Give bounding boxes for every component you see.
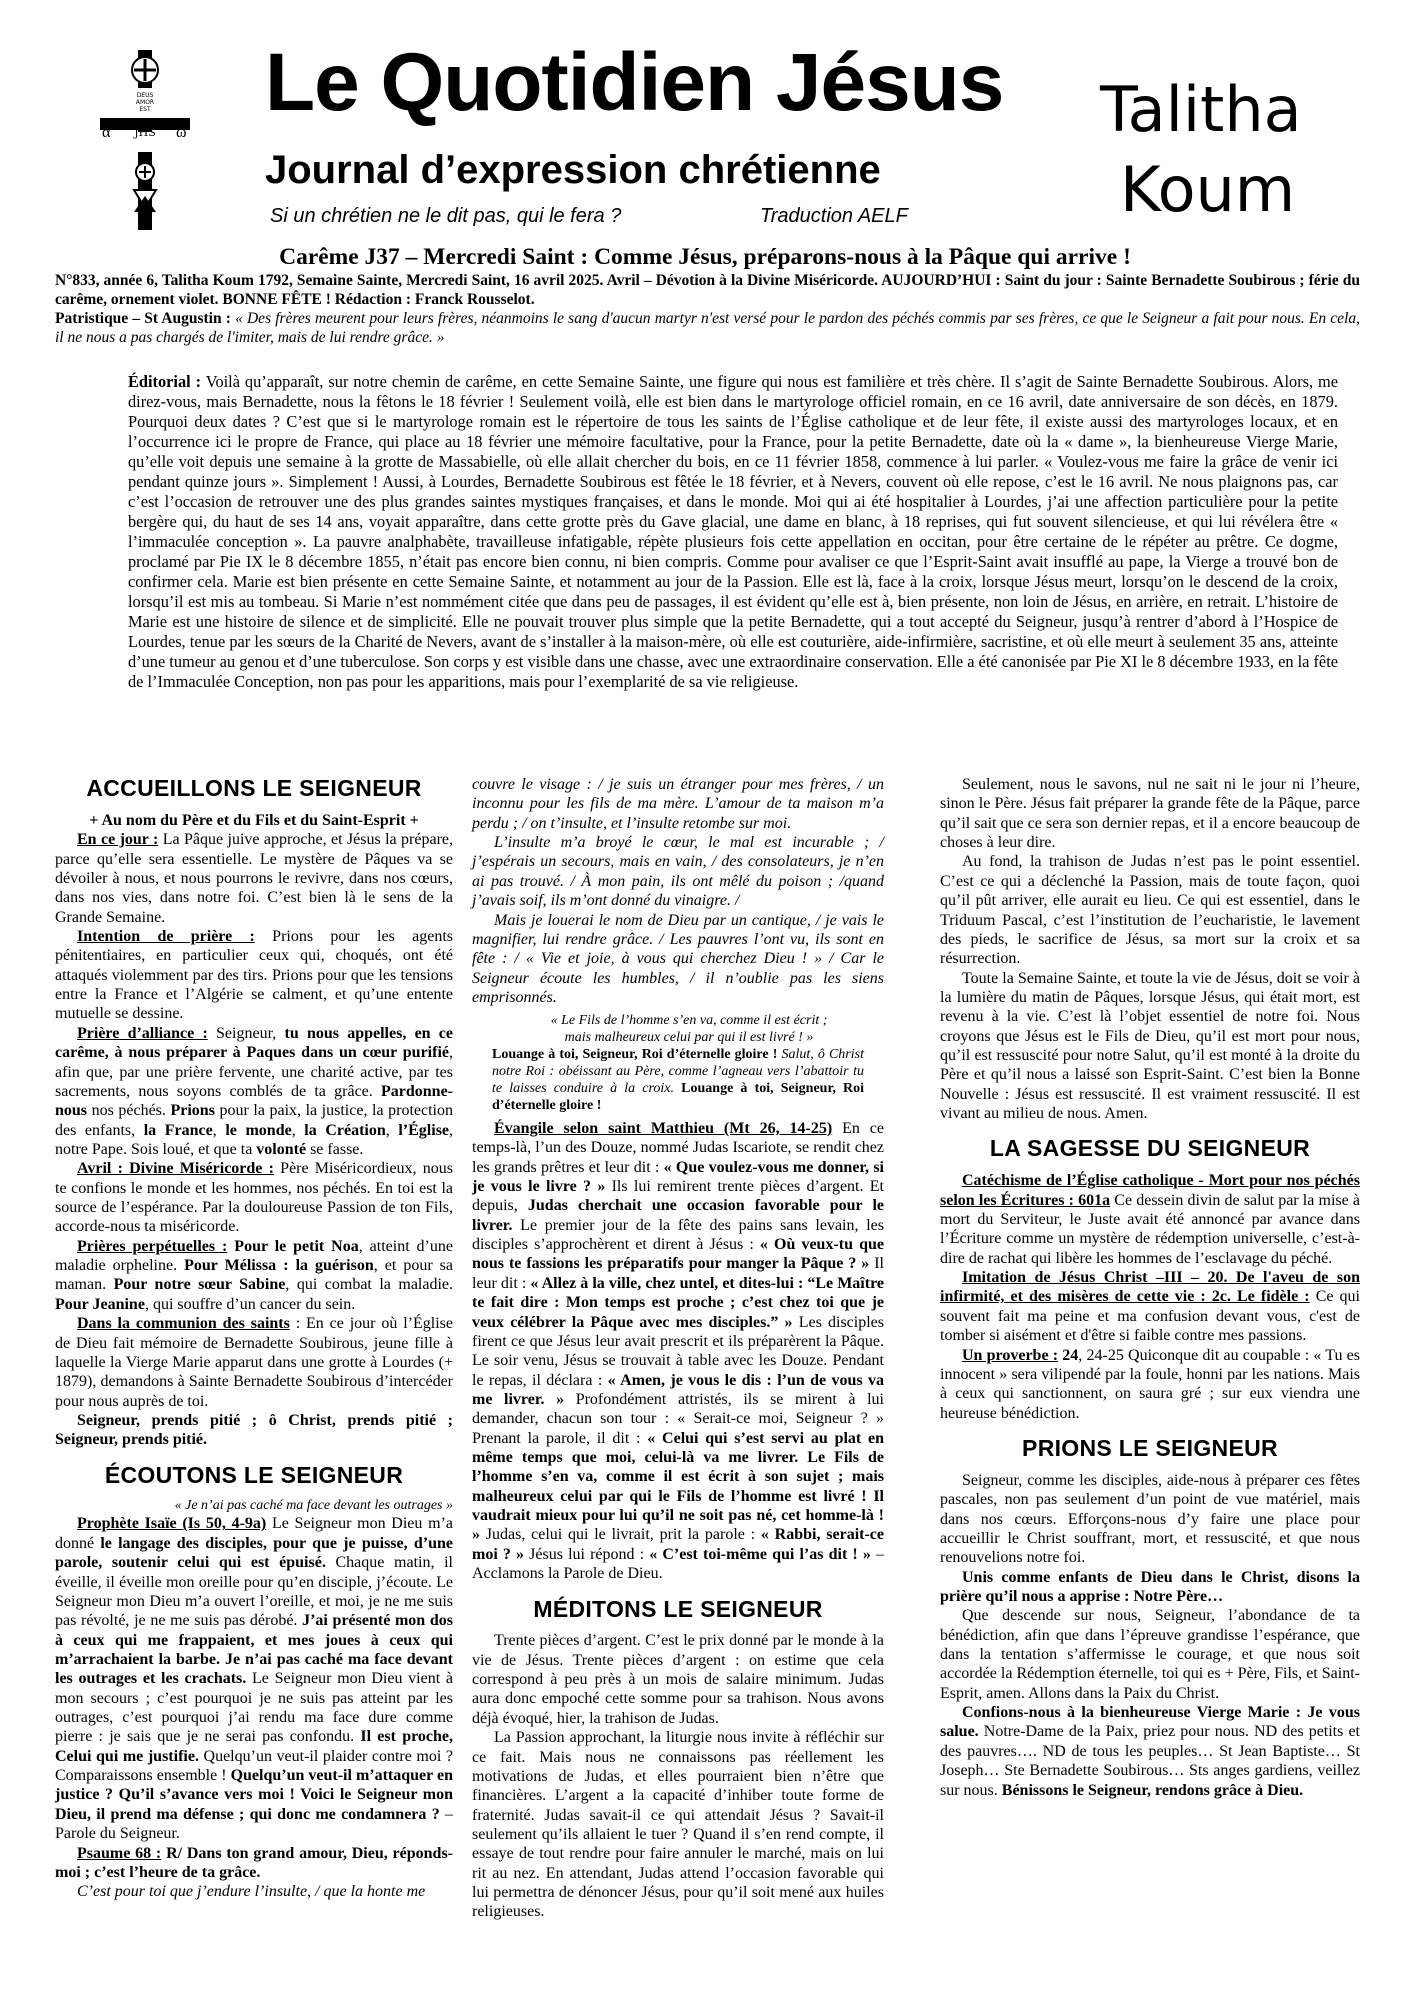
meditation-p3: Seulement, nous le savons, nul ne sait ni le jour ni l’heure, sinon le Père. Jésus fait préparer la grande fête de la Pâque, parce qu’il sait que ce sera son dernier repas, et il a encore beaucoup de choses à leur dire. (940, 776, 1360, 852)
louange: Louange à toi, Seigneur, Roi d’éternelle gloire ! Salut, ô Christ notre Roi : obéissant au Père, comme l’agneau vers l’abattoir tu te laisses conduire à la croix. Louange à toi, Seigneur, Roi d’éternelle gloire ! (492, 1047, 865, 1113)
psalm-p3: Mais je louerai le nom de Dieu par un cantique, / je vais le magnifier, lui rendre grâce. / Les pauvres l’ont vu, ils sont en fête : / « Vie et joie, à vous qui cherchez Dieu ! » / Car le Seigneur écoute les humbles, / il n’oublie pas les siens emprisonnés. (472, 911, 884, 1006)
masthead (100, 37, 1400, 245)
cross-alpha: α (102, 124, 111, 141)
priere-p2: Unis comme enfants de Dieu dans le Christ, disons la prière qu’il nous a apprise : Notre Père… (940, 1568, 1360, 1605)
avril-misericorde: Avril : Divine Miséricorde : Père Miséricordieux, nous te confions le monde et les hommes, nos péchés. En toi est la source de l’espérance. Par la douloureuse Passion de ton Fils, accorde-nous ta miséricorde. (55, 1160, 454, 1236)
column-1 (55, 775, 453, 1902)
isaie-reading: Prophète Isaïe (Is 50, 4-9a) Le Seigneur mon Dieu m’a donné le langage des disciples, pour que je puisse, d’une parole, soutenir celui qui est épuisé. Chaque matin, il éveille, il éveille mon oreille pour qu’en disciple, j’écoute. Le Seigneur mon Dieu m’a ouvert l’oreille, et moi, je ne me suis pas révolté, je ne me suis pas dérobé. J’ai présenté mon dos à ceux qui me frappaient, et mes joues à ceux qui m’arrachaient la barbe. Je n’ai pas caché ma face devant les outrages et les crachats. Le Seigneur mon Dieu vient à mon secours ; c’est pourquoi je ne suis pas atteint par les outrages, c’est pourquoi j’ai rendu ma face dure comme pierre : je sais que je ne serai pas confondu. Il est proche, Celui qui me justifie. Quelqu’un veut-il plaider contre moi ? Comparaissons ensemble ! Quelqu’un veut-il m’attaquer en justice ? Qu’il s’avance vers moi ! Voici le Seigneur mon Dieu, il prend ma défense ; qui donc me condamnera ? – Parole du Seigneur. (55, 1515, 454, 1843)
section-heading-prions: PRIONS LE SEIGNEUR (1022, 1434, 1278, 1461)
en-ce-jour: En ce jour : La Pâque juive approche, et Jésus la prépare, parce qu’elle sera essentielle. Le mystère de Pâques va se dévoiler à nous, et nous pourrons le revivre, dans nos cœurs, dans nos vies, dans notre foi. C’est bien là le sens de la Grande Semaine. (55, 831, 454, 926)
patristic (55, 310, 1360, 348)
editorial-text: Voilà qu’apparaît, sur notre chemin de carême, en cette Semaine Sainte, une figure qui nous est familière et très chère. Il s’agit de Sainte Bernadette Soubirous. Alors, me direz-vous, mais Bernadette, nous la fêtons le 18 février ! Seulement voilà, elle est bien dans le martyrologe officiel romain, en ce 16 avril, date anniversaire de son décès, en 1879. Pourquoi deux dates ? C’est que si le martyrologe romain est le répertoire de tous les saints de l’Église catholique et de leur fête, il existe aussi des martyrologes locaux, et en l’occurrence ici le propre de France, qui place au 18 février une mémoire facultative, pour la France, pour la petite Bernadette, date où la « dame », la bienheureuse Vierge Marie, qu’elle voit depuis une semaine à la grotte de Massabielle, où elle allait chercher du bois, en ce 11 février 1858, commence à lui parler. « Voulez-vous me faire la grâce de venir ici pendant quinze jours ». Simplement ! Aussi, à Lourdes, Bernadette Soubirous est fêtée le 18 février, et à Nevers, couvent où elle repose, c’est le 16 avril. Ne nous plaignons pas, car c’est l’occasion de retrouver une des plus grandes saintes mystiques françaises, et dans le monde. Moi qui ai été hospitalier à Lourdes, j’ai une affection particulière pour la petite bergère qui, du haut de ses 14 ans, voyait apparaître, dans cette grotte près du Gave glacial, une dame en blanc, à 18 reprises, qui fut souvent silencieuse, et qui lui révélera être « l’immaculée conception ». La pauvre analphabète, travailleuse infatigable, répète plusieurs fois cette appellation en occitan, pour être certaine de le répéter au prêtre. Ce dogme, proclamé par Pie IX le 8 décembre 1855, n’était pas encore bien connu, ni bien compris. Comme pour avaliser ce que l’Esprit-Saint avait insufflé au pape, la Vierge a trouvé bon de confirmer cela. Marie est bien présente en cette Semaine Sainte, et notamment au jour de la Passion. Elle est là, face à la croix, lorsque Jésus meurt, lorsqu’on le descend de la croix, lorsqu’il est mis au tombeau. Si Marie n’est nommément citée que dans peu de passages, il est évident qu’elle est à, bien présente, non loin de Jésus, en arrière, en retrait. L’histoire de Marie est une histoire de silence et de simplicité. Elle ne pouvait trouver plus simple que la petite Bernadette, qui a tout accepté du Seigneur, jusqu’à rentrer d’abord à l’Hospice de Lourdes, tenue par les sœurs de la Charité de Nevers, avant de s’installer à la maison-mère, où elle est couturière, aide-infirmière, sacristine, et où elle meurt à seulement 35 ans, atteinte d’une tumeur au genou et d’une tuberculose. Son corps y est visible dans une chasse, avec une extraordinaire conservation. Elle a été canonisée par Pie XI le 8 décembre 1933, en la fête de l’Immaculée Conception, non pas pour les apparitions, mais pour l’exemplarité de sa vie religieuse. (128, 372, 1339, 692)
issue-line: N°833, année 6, Talitha Koum 1792, Semaine Sainte, Mercredi Saint, 16 avril 2025. Avril – Dévotion à la Divine Miséricorde. AUJOURD’HUI : Saint du jour : Sainte Bernadette Soubirous ; férie du carême, ornement violet. BONNE FÊTE ! Rédaction : Franck Rousselot. (55, 272, 1360, 308)
section-heading-sagesse: LA SAGESSE DU SEIGNEUR (989, 1135, 1311, 1162)
verse-quote-2: mais malheureux celui par qui il est livré ! » (564, 1030, 814, 1046)
meditation-p4: Au fond, la trahison de Judas n’est pas le point essentiel. C’est ce qui a déclenché la Passion, mais de toute façon, quoi qu’il pût arriver, elle aurait eu lieu. Ce qui est essentiel, dans le Triduum Pascal, c’est l’institution de l’eucharistie, le lavement des pieds, le sacrifice de Jésus, sa mort sur la croix et sa résurrection. (940, 853, 1360, 968)
talitha-koum-logo (1100, 70, 1400, 250)
meditation-p2: La Passion approchant, la liturgie nous invite à réfléchir sur ce fait. Mais nous ne connaissons pas réellement les motivations de Judas, et elles pourraient bien n’être que financières. L’argent a la capacité d’inhiber toute forme de fraternité. Judas savait-il ce qui attendait Jésus ? Savait-il seulement qu’ils allaient le tuer ? Quand il s’en rend compte, il essaye de tout rendre pour faire annuler le marché, mais on lui rit au nez. En attendant, Judas attend l’occasion favorable qui lui permettra de dénoncer Jésus, pour qu’il soit mené aux huiles religieuses. (472, 1729, 884, 1921)
psalm-p1: couvre le visage : / je suis un étranger pour mes frères, / un inconnu pour les fils de ma mère. L’amour de ta maison m’a perdu ; / on t’insulte, et l’insulte retombe sur moi. (472, 776, 884, 832)
catechisme: Catéchisme de l’Église catholique - Mort pour nos péchés selon les Écritures : 601a Ce dessein divin de salut par la mise à mort du Serviteur, le Juste avait été annoncé par avance dans l’Écriture comme un mystère de rédemption universelle, c’est-à-dire de rachat qui libère les hommes de l’esclavage du péché. (940, 1172, 1360, 1267)
section-heading-meditons: MÉDITONS LE SEIGNEUR (533, 1595, 823, 1622)
editorial (128, 372, 1338, 692)
cross-omega: ω (176, 124, 187, 141)
imitation: Imitation de Jésus Christ –III – 20. De l'aveu de son infirmité, et des misères de cette vie : 2c. Le fidèle : Ce qui souvent fait ma peine et ma confusion devant vous, c'est de tomber si aisément et d'être si faible contre mes passions. (940, 1269, 1360, 1345)
ecoute-quote: « Je n’ai pas caché ma face devant les outrages » (174, 1497, 453, 1513)
communion-saints: Dans la communion des saints : En ce jour où l’Église de Dieu fait mémoire de Bernadette Soubirous, jeune fille à laquelle la Vierge Marie apparut dans une grotte à Lourdes (+ 1879), demandons à Sainte Bernadette Soubirous d’intercéder pour nous auprès de toi. (55, 1315, 453, 1410)
patristic-label: Patristique – St Augustin : (55, 309, 231, 327)
section-heading-ecoutons: ÉCOUTONS LE SEIGNEUR (104, 1461, 404, 1488)
priere-p1: Seigneur, comme les disciples, aide-nous à préparer ces fêtes pascales, non pas seulement d’un point de vue matériel, mais dans nos cœurs. Efforçons-nous d’y faire une place pour accueillir le Christ souffrant, mort, et ressuscité, et que nous renouvelions notre foi. (940, 1471, 1360, 1567)
editorial-label: Éditorial : (128, 372, 202, 391)
priere-p3: Que descende sur nous, Seigneur, l’abondance de ta bénédiction, afin que dans l’épreuve grandisse l’espérance, que dans la tentation s’affermisse le courage, et que nous soit accordée la Rédemption éternelle, toi qui es + Père, Fils, et Saint-Esprit, amen. Allons dans la Paix du Christ. (940, 1607, 1360, 1702)
prieres-perpetuelles: Prières perpétuelles : Pour le petit Noa, atteint d’une maladie orpheline. Pour Mélissa : la guérison, et pour sa maman. Pour notre sœur Sabine, qui combat la maladie. Pour Jeanine, qui souffre d’un cancer du sein. (55, 1237, 454, 1313)
column-3 (940, 775, 1360, 1800)
priere-alliance: Prière d’alliance : Seigneur, tu nous appelles, en ce carême, à nous préparer à Paques dans un cœur purifié, afin que, par une prière fervente, une charité active, par tes sacrements, nous soyons comblés de ta grâce. Pardonne-nous nos péchés. Prions pour la paix, la justice, la protection des enfants, la France, le monde, la Création, l’Église, notre Pape. Sois loué, et que ta volonté se fasse. (55, 1024, 454, 1158)
newspaper-motto: Si un chrétien ne le dit pas, qui le fera ? (270, 205, 622, 227)
newspaper-title: Le Quotidien Jésus (265, 37, 1004, 128)
translation-credit: Traduction AELF (760, 205, 908, 227)
evangile: Évangile selon saint Matthieu (Mt 26, 14-25) En ce temps-là, l’un des Douze, nommé Judas Iscariote, se rendit chez les grands prêtres et leur dit : « Que voulez-vous me donner, si je vous le livre ? » Ils lui remirent trente pièces d’argent. Et depuis, Judas cherchait une occasion favorable pour le livrer. Le premier jour de la fête des pains sans levain, les disciples s’approchèrent et dirent à Jésus : « Où veux-tu que nous te fassions les préparatifs pour manger la Pâque ? » Il leur dit : « Allez à la ville, chez untel, et dites-lui : “Le Maître te fait dire : Mon temps est proche ; c’est chez toi que je veux célébrer la Pâque avec mes disciples.” » Les disciples firent ce que Jésus leur avait prescrit et ils préparèrent la Pâque. Le soir venu, Jésus se trouvait à table avec les Douze. Pendant le repas, il déclara : « Amen, je vous le dis : l’un de vous va me livrer. » Profondément attristés, ils se mirent à lui demander, chacun son tour : « Serait-ce moi, Seigneur ? » Prenant la parole, il dit : « Celui qui s’est servi au plat en même temps que moi, celui-là va me livrer. Le Fils de l’homme s’en va, comme il est écrit à son sujet ; mais malheureux celui par qui le Fils de l’homme est livré ! Il vaudrait mieux pour lui qu’il ne soit pas né, cet homme-là ! » Judas, celui qui le livrait, prit la parole : « Rabbi, serait-ce moi ? » Jésus lui répond : « C’est toi-même qui l’as dit ! » – Acclamons la Parole de Dieu. (472, 1119, 885, 1583)
column-2 (472, 775, 884, 1922)
vierge-marie: Confions-nous à la bienheureuse Vierge Marie : Je vous salue. Notre-Dame de la Paix, priez pour nous. ND des petits et des pauvres…. ND de tous les peuples… St Jean Baptiste… St Joseph… Ste Bernadette Soubirous… Sts anges gardiens, veillez sur nous. Bénissons le Seigneur, rendons grâce à Dieu. (940, 1704, 1360, 1799)
headline: Carême J37 – Mercredi Saint : Comme Jésus, préparons-nous à la Pâque qui arrive ! (279, 244, 1131, 270)
newspaper-subtitle: Journal d’expression chrétienne (265, 148, 881, 192)
intention: Intention de prière : Prions pour les agents pénitentiaires, en particulier ceux qui, choqués, ont été attaqués violemment par des tirs. Prions pour que les tensions entre la France et l’Algérie se calment, et qu’une entente mutuelle se dessine. (55, 927, 453, 1023)
invocation: + Au nom du Père et du Fils et du Saint-Esprit + (89, 811, 419, 829)
meditation-p1: Trente pièces d’argent. C’est le prix donné par le monde à la vie de Jésus. Trente pièces d’argent : on estime que cela correspond à peu près à un mois de salaire minimum. Judas aura donc empoché cette somme pour sa trahison. Nous avons déjà évoqué, hier, la trahison de Judas. (472, 1632, 884, 1727)
cross-small-text: DEUS AMOR EST (135, 92, 155, 113)
talitha-line1: Talitha (1100, 73, 1302, 146)
section-heading-accueillons: ACCUEILLONS LE SEIGNEUR (86, 775, 422, 801)
cross-ihs: JHS (134, 126, 156, 139)
psaume: Psaume 68 : R/ Dans ton grand amour, Dieu, réponds-moi ; c’est l’heure de ta grâce. (55, 1844, 453, 1881)
psaume-verse-start: C’est pour toi que j’endure l’insulte, / que la honte me (77, 1883, 426, 1901)
patristic-text: « Des frères meurent pour leurs frères, néanmoins le sang d'aucun martyr n'est versé pour le pardon des péchés commis par ses frères, ce que le Seigneur a fait pour nous. En cela, il ne nous a pas chargés de l'imiter, mais de lui rendre grâce. » (55, 309, 1360, 346)
meditation-p5: Toute la Semaine Sainte, et toute la vie de Jésus, doit se voir à la lumière du matin de Pâques, lorsque Jésus, qui était mort, est revenu à la vie. C’est là l’objet essentiel de notre foi. Nous croyons que Jésus est le Fils de Dieu, qu’il est mort pour nous, qu’il est ressuscité pour notre Salut, qu’il est monté à la droite du Père et qu’il nous a laissé son Esprit-Saint. C’est bien la Bonne Nouvelle : Jésus est ressuscité. Il est vraiment ressuscité. Il est vivant au milieu de nous. Amen. (940, 969, 1360, 1123)
psalm-p2: L’insulte m’a broyé le cœur, le mal est incurable ; / j’espérais un secours, mais en vain, / des consolateurs, je n’en ai pas trouvé. / À mon pain, ils ont mêlé du poison ; /quand j’avais soif, ils m’ont donné du vinaigre. / (472, 834, 884, 910)
kyrie: Seigneur, prends pitié ; ô Christ, prends pitié ; Seigneur, prends pitié. (55, 1411, 453, 1449)
verse-quote-1: « Le Fils de l’homme s’en va, comme il est écrit ; (550, 1013, 828, 1029)
proverbe: Un proverbe : 24, 24-25 Quiconque dit au coupable : « Tu es innocent » sera vilipendé par la foule, honni par les nations. Mais à ceux qui sanctionnent, on saura gré ; sur eux viendra une heureuse bénédiction. (940, 1346, 1361, 1422)
issue-info (55, 272, 1360, 348)
talitha-line2: Koum (1120, 153, 1296, 226)
